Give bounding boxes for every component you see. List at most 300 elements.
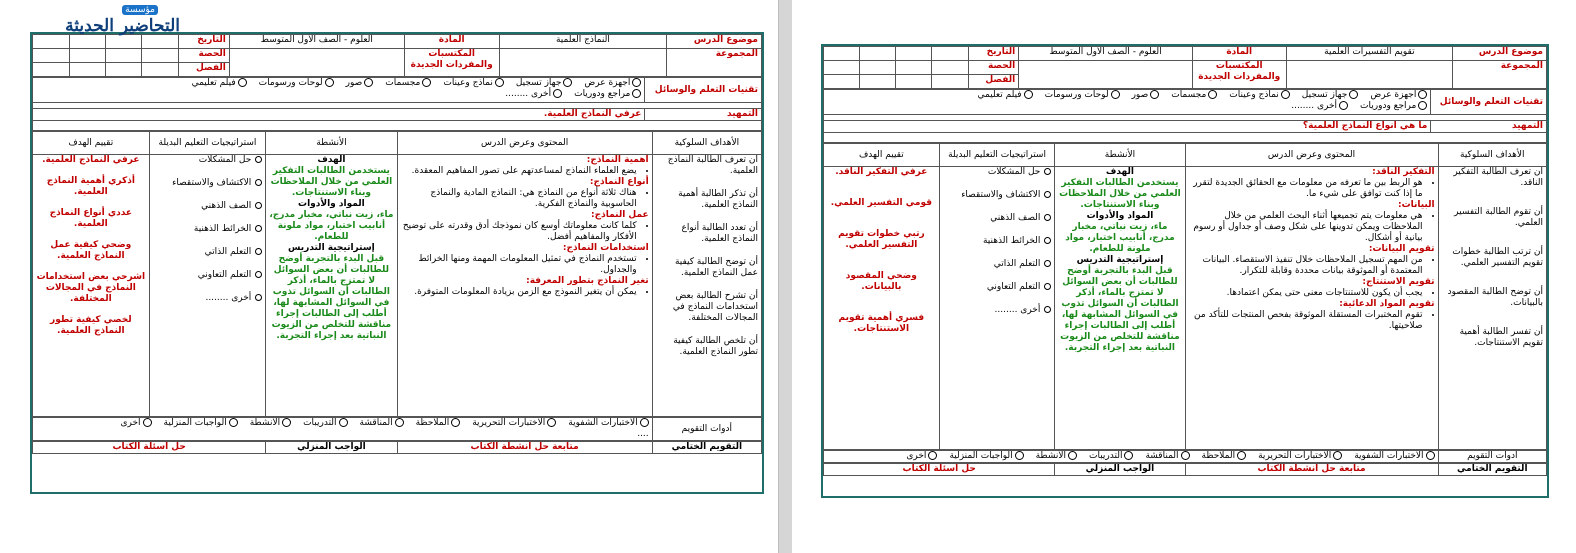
tech-options — [33, 78, 645, 103]
tech-options-row2 — [827, 101, 1427, 112]
group-label: المجموعة — [667, 49, 762, 77]
objective-item: أن تلخص الطالبة كيفية تطور النماذج العلمية. — [673, 336, 758, 357]
strategy-label: التعلم التعاوني — [986, 282, 1041, 292]
content-heading: تغير النماذج بتطور المعرفة: — [526, 276, 649, 286]
evaluation-cell — [824, 167, 940, 450]
evaluation-item: وضحي المقصود بالبيانات. — [845, 271, 917, 292]
strategy-option[interactable] — [943, 305, 1052, 316]
homework-value: حل أسئلة الكتاب — [33, 442, 266, 454]
document-page-right — [792, 0, 1576, 553]
radio-circle-icon[interactable] — [553, 89, 562, 98]
closing-table — [32, 441, 762, 454]
tools-option-label: المناقشة — [1145, 451, 1179, 461]
strategies-cell — [149, 155, 266, 417]
tools-option[interactable] — [250, 418, 291, 428]
tech-option-label: لوحات ورسومات — [258, 78, 323, 88]
tools-label: أدوات التقويم — [1438, 451, 1546, 463]
strategy-option[interactable] — [943, 167, 1052, 178]
radio-circle-icon[interactable] — [632, 78, 641, 87]
closing-table — [823, 463, 1547, 476]
tools-option-label: أخرى — [906, 451, 927, 461]
strategy-option[interactable] — [153, 270, 263, 281]
col-strategies-header: استراتيجيات التعليم البديلة — [939, 144, 1055, 167]
activities-cell — [266, 155, 397, 417]
lesson-plan-form-2 — [821, 44, 1549, 498]
activity-strategy-heading: إستراتيجية التدريس — [1076, 255, 1164, 265]
tools-option[interactable] — [568, 418, 648, 428]
homework-label: الواجب المنزلي — [266, 442, 397, 454]
strategy-option[interactable] — [153, 201, 263, 212]
tech-option[interactable] — [1370, 90, 1427, 100]
radio-circle-icon[interactable] — [1111, 90, 1120, 99]
radio-circle-icon[interactable] — [339, 418, 348, 427]
content-heading: أهمية النماذج: — [586, 155, 649, 165]
strategy-option[interactable] — [153, 155, 263, 166]
strategy-label: أخرى ........ — [994, 305, 1041, 315]
tech-option-label: أخرى ........ — [1291, 101, 1338, 111]
evaluation-item: وضحي كيفية عمل النماذج العلمية. — [50, 240, 132, 261]
content-list — [1189, 255, 1435, 277]
strategy-option[interactable] — [153, 178, 263, 189]
tech-option-label: نماذج وعينات — [1229, 90, 1279, 100]
strategy-label: الخرائط الذهنية — [193, 224, 252, 234]
bullet-circle-icon[interactable] — [1044, 237, 1051, 244]
lesson-label: موضوع الدرس — [667, 35, 762, 49]
final-value: متابعة حل أنشطة الكتاب — [397, 442, 652, 454]
final-label: التقويم الختامي — [1438, 464, 1546, 476]
radio-circle-icon[interactable] — [1281, 90, 1290, 99]
activity-strategy-heading: إستراتيجية التدريس — [288, 243, 375, 253]
activity-goal-heading: الهدف — [1105, 167, 1134, 177]
tech-option[interactable] — [346, 78, 374, 88]
content-item: • تستخدم النماذج في تمثيل المعلومات المهمة ومنها الخرائط والجداول. — [401, 254, 637, 276]
activity-materials: ماء، زيت نباتي، مخبار مدرج، أنابيب اختبار، مواد ملونة للطعام. — [269, 210, 394, 242]
content-heading: تقويم المواد الدعائية: — [1339, 299, 1435, 309]
period-cell — [105, 49, 141, 63]
class-cell — [105, 63, 141, 77]
activity-goal: يستخدمن الطالبات التفكير العلمي من خلال الملاحظات وبناء الاستنتاجات. — [1059, 178, 1181, 210]
skills-label: المكتسبات والمفردات الجديدة — [404, 49, 499, 77]
radio-circle-icon[interactable] — [238, 78, 247, 87]
tech-label: تقنيات التعلم والوسائل — [645, 78, 762, 103]
footer-table — [823, 450, 1547, 463]
activity-strategy: قبل البدء بالتجربة أوضح للطالبات أن بعض السوائل لا تمتزج بالماء، أذكر الطالبات أن السوائل تذوب في السوائل المشابهة لها، أطلب إلى الطالبات إجراء مناقشة للتخلص من الزيوت النباتية بعد إجراء التجربة. — [1060, 266, 1180, 353]
bullet-circle-icon[interactable] — [1044, 260, 1051, 267]
tech-options — [824, 90, 1431, 115]
content-heading: استخدامات النماذج: — [562, 243, 649, 253]
intro-value: عرفي النماذج العلمية. — [33, 109, 645, 121]
evaluation-item: اشرحي بعض استخدامات النماذج في المجالات المختلفة. — [36, 272, 146, 304]
radio-circle-icon[interactable] — [1333, 451, 1342, 460]
tools-options — [824, 451, 1439, 463]
col-objectives-header: الأهداف السلوكية — [1438, 144, 1546, 167]
tech-option[interactable] — [978, 90, 1033, 100]
content-heading: أنواع النماذج: — [589, 177, 649, 187]
class-cell — [824, 75, 860, 89]
activity-materials: ماء، زيت نباتي، مخبار مدرج، أنابيب اختبار، مواد ملونة للطعام. — [1065, 222, 1175, 254]
content-list — [401, 166, 649, 177]
radio-circle-icon[interactable] — [1418, 90, 1427, 99]
radio-circle-icon[interactable] — [325, 78, 334, 87]
tech-option-label: جهاز تسجيل — [515, 78, 562, 88]
tools-options-row — [36, 418, 649, 429]
tools-option[interactable] — [1089, 451, 1133, 461]
tech-option[interactable] — [1229, 90, 1290, 100]
bullet-circle-icon[interactable] — [255, 202, 262, 209]
bullet-circle-icon[interactable] — [1044, 191, 1051, 198]
tech-options-row2 — [36, 89, 641, 100]
tools-option-label: الملاحظة — [1201, 451, 1236, 461]
tools-option[interactable] — [303, 418, 347, 428]
radio-circle-icon[interactable] — [928, 451, 937, 460]
activities-cell — [1055, 167, 1185, 450]
radio-circle-icon[interactable] — [640, 418, 649, 427]
strategy-label: الخرائط الذهنية — [982, 236, 1041, 246]
group-value — [499, 49, 667, 77]
tech-option-label: صور — [1131, 90, 1149, 100]
objective-item: أن تعرف الطالبة التفكير الناقد. — [1453, 167, 1543, 188]
bullet-circle-icon[interactable] — [1044, 168, 1051, 175]
col-evaluation-header: تقييم الهدف — [824, 144, 940, 167]
content-item: • هي معلومات يتم تجميعها أثناء البحث العلمي من خلال الملاحظات ويمكن تدوينها على شكل وصف أو جداول أو رسوم بيانية أو أشكال. — [1189, 211, 1423, 244]
tools-options — [33, 418, 653, 441]
lesson-value: تقويم التفسيرات العلمية — [1286, 47, 1452, 61]
col-evaluation-header: تقييم الهدف — [33, 132, 150, 155]
content-list — [401, 188, 649, 210]
tech-option-label: أجهزة عرض — [584, 78, 631, 88]
radio-circle-icon[interactable] — [364, 78, 373, 87]
final-value: متابعة حل أنشطة الكتاب — [1185, 464, 1438, 476]
content-list — [1189, 211, 1435, 244]
document-page-left — [0, 0, 778, 553]
tools-option[interactable] — [164, 418, 238, 428]
content-list — [401, 254, 649, 276]
radio-circle-icon[interactable] — [1208, 90, 1217, 99]
col-objectives-header: الأهداف السلوكية — [652, 132, 761, 155]
objective-item: أن ترتب الطالبة خطوات تقويم التفسير العلمي. — [1452, 247, 1543, 268]
radio-circle-icon[interactable] — [229, 418, 238, 427]
tools-option-label: التدريبات — [303, 418, 337, 428]
lesson-plan-form-1 — [30, 32, 764, 494]
evaluation-item: عددي أنواع النماذج العلمية. — [49, 208, 133, 229]
evaluation-item: لخصي كيفية تطور النماذج العلمية. — [50, 315, 132, 336]
skills-value — [1019, 61, 1193, 89]
homework-label: الواجب المنزلي — [1055, 464, 1185, 476]
tools-more: .... — [637, 429, 649, 439]
tools-option[interactable] — [360, 418, 404, 428]
strategy-label: الاكتشاف والاستقصاء — [172, 178, 252, 188]
tech-option-label: أخرى ........ — [505, 89, 552, 99]
radio-circle-icon[interactable] — [1150, 90, 1159, 99]
date-cell — [932, 47, 968, 61]
period-label: الحصة — [968, 61, 1019, 75]
content-item: • يضع العلماء النماذج لمساعدتهم على تصور المفاهيم المعقدة. — [401, 166, 637, 177]
radio-circle-icon[interactable] — [1024, 90, 1033, 99]
tools-option[interactable] — [1036, 451, 1077, 461]
tech-option-label: فيلم تعليمي — [977, 90, 1022, 100]
tools-option[interactable] — [949, 451, 1023, 461]
tools-option-label: الاختبارات التحريرية — [472, 418, 546, 428]
group-value — [1286, 61, 1452, 89]
tech-option[interactable] — [1132, 90, 1160, 100]
tools-option[interactable] — [120, 418, 151, 428]
period-label: الحصة — [178, 49, 229, 63]
radio-circle-icon[interactable] — [282, 418, 291, 427]
tools-label: أدوات التقويم — [652, 418, 761, 441]
radio-circle-icon[interactable] — [547, 418, 556, 427]
tech-option[interactable] — [1302, 90, 1359, 100]
tools-option-label: الواجبات المنزلية — [163, 418, 227, 428]
evaluation-item: عرفي النماذج العلمية. — [42, 155, 140, 165]
bullet-circle-icon[interactable] — [1044, 283, 1051, 290]
period-cell — [896, 61, 932, 75]
tech-option[interactable] — [1171, 90, 1217, 100]
content-item: • يجب أن يكون للاستنتاجات معنى حتى يمكن اعتمادها. — [1189, 288, 1423, 299]
tools-option[interactable] — [906, 451, 937, 461]
period-cell — [33, 49, 70, 63]
period-cell — [932, 61, 968, 75]
class-label: الفصل — [178, 63, 229, 77]
period-cell — [824, 61, 860, 75]
homework-value: حل أسئلة الكتاب — [824, 464, 1055, 476]
col-activities-header: الأنشطة — [1055, 144, 1185, 167]
strategy-option[interactable] — [943, 236, 1052, 247]
date-label: التاريخ — [178, 35, 229, 49]
radio-circle-icon[interactable] — [1418, 101, 1427, 110]
tech-options-row1 — [827, 90, 1427, 101]
bullet-circle-icon[interactable] — [1044, 214, 1051, 221]
strategies-cell — [939, 167, 1055, 450]
tech-option[interactable] — [192, 78, 247, 88]
tech-options-row1 — [36, 78, 641, 89]
radio-circle-icon[interactable] — [1181, 451, 1190, 460]
tech-option[interactable] — [385, 78, 431, 88]
content-heading: تقويم البيانات: — [1368, 244, 1435, 254]
brand-logo-sub: مؤسسة — [122, 5, 158, 15]
strategy-option[interactable] — [943, 282, 1052, 293]
strategy-label: التعلم الذاتي — [993, 259, 1041, 269]
activity-materials-heading: المواد والأدوات — [298, 199, 365, 209]
evaluation-item: أذكري أهمية النماذج العلمية. — [46, 176, 135, 197]
radio-circle-icon[interactable] — [1349, 90, 1358, 99]
activity-goal-heading: الهدف — [317, 155, 346, 165]
radio-circle-icon[interactable] — [563, 78, 572, 87]
strategy-label: حل المشكلات — [198, 155, 252, 165]
objectives-cell — [652, 155, 761, 417]
tools-option-label: الأنشطة — [249, 418, 281, 428]
col-content-header: المحتوى وعرض الدرس — [397, 132, 652, 155]
brand-logo-text: التحاضير الحديثة — [65, 16, 180, 36]
tech-option-label: مجسمات — [385, 78, 421, 88]
tools-option-label: أخرى — [120, 418, 141, 428]
tech-option[interactable] — [443, 78, 504, 88]
tech-option-label: صور — [345, 78, 363, 88]
objective-item: أن تذكر الطالبة أهمية النماذج العلمية. — [678, 189, 758, 210]
tech-option[interactable] — [1360, 101, 1427, 111]
radio-circle-icon[interactable] — [143, 418, 152, 427]
strategy-label: أخرى ........ — [205, 293, 252, 303]
tech-option-label: جهاز تسجيل — [1301, 90, 1348, 100]
tools-option[interactable] — [472, 418, 556, 428]
subject-value: العلوم - الصف الأول المتوسط — [229, 35, 404, 49]
radio-circle-icon[interactable] — [451, 418, 460, 427]
radio-circle-icon[interactable] — [1237, 451, 1246, 460]
bullet-circle-icon[interactable] — [255, 271, 262, 278]
class-cell — [142, 63, 178, 77]
col-content-header: المحتوى وعرض الدرس — [1185, 144, 1438, 167]
tech-option[interactable] — [1291, 101, 1348, 111]
final-label: التقويم الختامي — [652, 442, 761, 454]
bullet-circle-icon[interactable] — [255, 156, 262, 163]
strategy-label: التعلم الذاتي — [204, 247, 252, 257]
strategy-label: التعلم التعاوني — [197, 270, 252, 280]
content-cell — [397, 155, 652, 417]
strategy-label: الاكتشاف والاستقصاء — [961, 190, 1041, 200]
content-item: • تقوم المختبرات المستقلة الموثوقة بفحص المنتجات للتأكد من صلاحيتها. — [1189, 310, 1423, 332]
tech-option-label: فيلم تعليمي — [191, 78, 236, 88]
period-cell — [860, 61, 896, 75]
content-item: • هو الربط بين ما تعرفه من معلومات مع الحقائق الجديدة لتقرر ما إذا كنت توافق على شيء ما. — [1189, 178, 1423, 200]
tech-table — [32, 77, 762, 131]
tech-option-label: مجسمات — [1171, 90, 1207, 100]
tech-option[interactable] — [259, 78, 334, 88]
tools-options-row — [827, 451, 1435, 462]
content-list — [1189, 288, 1435, 299]
strategy-label: الصف الذهني — [990, 213, 1041, 223]
strategy-label: الصف الذهني — [201, 201, 252, 211]
radio-circle-icon[interactable] — [495, 78, 504, 87]
content-heading: عمل النماذج: — [591, 210, 649, 220]
objective-item: أن توضح الطالبة كيفية عمل النماذج العلمية. — [674, 257, 758, 278]
period-cell — [69, 49, 105, 63]
tech-option-label: أجهزة عرض — [1370, 90, 1417, 100]
radio-circle-icon[interactable] — [1339, 101, 1348, 110]
bullet-circle-icon[interactable] — [255, 294, 262, 301]
date-cell — [896, 47, 932, 61]
content-heading: تقويم الاستنتاج: — [1362, 277, 1435, 287]
intro-label: التمهيد — [1431, 121, 1547, 133]
tech-option[interactable] — [574, 89, 641, 99]
bullet-circle-icon[interactable] — [255, 225, 262, 232]
main-table — [32, 131, 762, 417]
tech-option[interactable] — [505, 89, 562, 99]
radio-circle-icon[interactable] — [1068, 451, 1077, 460]
date-label: التاريخ — [968, 47, 1019, 61]
objective-item: أن تعرف الطالبة النماذج العلمية. — [667, 155, 758, 176]
bullet-circle-icon[interactable] — [255, 248, 262, 255]
tools-option-label: الواجبات المنزلية — [949, 451, 1013, 461]
brand-logo — [2, 4, 180, 40]
strategy-option[interactable] — [153, 224, 263, 235]
content-list — [1189, 310, 1435, 332]
tools-option-label: الأنشطة — [1035, 451, 1066, 461]
tools-option[interactable] — [1145, 451, 1189, 461]
tech-option-label: مراجع ودوريات — [574, 89, 631, 99]
subject-label: المادة — [404, 35, 499, 49]
evaluation-item: قومي التفسير العلمي. — [830, 198, 932, 208]
strategy-option[interactable] — [153, 247, 263, 258]
strategy-option[interactable] — [943, 259, 1052, 270]
strategy-option[interactable] — [943, 190, 1052, 201]
bullet-circle-icon[interactable] — [255, 179, 262, 186]
objective-item: أن تقوم الطالبة التفسير العلمي. — [1454, 207, 1543, 228]
radio-circle-icon[interactable] — [632, 89, 641, 98]
objectives-cell — [1438, 167, 1546, 450]
evaluation-cell — [33, 155, 150, 417]
footer-table — [32, 417, 762, 441]
evaluation-item: فسري أهمية تقويم الاستنتاجات. — [838, 313, 925, 334]
tech-option[interactable] — [516, 78, 573, 88]
tools-option-label: المناقشة — [359, 418, 393, 428]
evaluation-item: عرفي التفكير الناقد. — [835, 167, 928, 177]
objective-item: أن تفسر الطالبة أهمية تقويم الاستنتاجات. — [1459, 327, 1543, 348]
date-cell — [824, 47, 860, 61]
date-cell — [860, 47, 896, 61]
col-strategies-header: استراتيجيات التعليم البديلة — [149, 132, 266, 155]
main-table — [823, 143, 1547, 450]
tools-option[interactable] — [1202, 451, 1247, 461]
tools-option-label: الاختبارات التحريرية — [1258, 451, 1332, 461]
tools-option[interactable] — [1258, 451, 1342, 461]
skills-label: المكتسبات والمفردات الجديدة — [1192, 61, 1286, 89]
tools-option-label: الاختبارات الشفوية — [1354, 451, 1424, 461]
tech-option[interactable] — [584, 78, 641, 88]
content-heading: البيانات: — [1397, 200, 1435, 210]
tech-option-label: لوحات ورسومات — [1044, 90, 1109, 100]
lesson-value: النماذج العلمية — [499, 35, 667, 49]
skills-value — [229, 49, 404, 77]
tech-option[interactable] — [1045, 90, 1120, 100]
subject-label: المادة — [1192, 47, 1286, 61]
tools-option[interactable] — [416, 418, 461, 428]
tools-option-label: التدريبات — [1088, 451, 1123, 461]
content-item: • كلما كانت معلوماتك أوسع كان نموذجك أدق وقدرته على توضيح الأفكار والمفاهيم أفضل. — [401, 221, 637, 243]
content-heading: التفكير الناقد: — [1372, 167, 1435, 177]
class-cell — [932, 75, 968, 89]
radio-circle-icon[interactable] — [1426, 451, 1435, 460]
tools-option[interactable] — [1354, 451, 1434, 461]
radio-circle-icon[interactable] — [395, 418, 404, 427]
intro-label: التمهيد — [645, 109, 762, 121]
strategy-option[interactable] — [153, 293, 263, 304]
spacer-row — [824, 133, 1547, 143]
bullet-circle-icon[interactable] — [1044, 306, 1051, 313]
evaluation-item: رتبي خطوات تقويم التفسير العلمي. — [838, 229, 925, 250]
strategy-option[interactable] — [943, 213, 1052, 224]
content-item: • يمكن أن يتغير النموذج مع الزمن بزيادة المعلومات المتوفرة. — [401, 287, 637, 298]
objective-item: أن تشرح الطالبة بعض استخدامات النماذج في المجالات المختلفة. — [672, 291, 758, 323]
activity-goal: يستخدمن الطالبات التفكير العلمي من خلال الملاحظات وبناء الاستنتاجات. — [270, 166, 393, 198]
class-cell — [33, 63, 70, 77]
col-activities-header: الأنشطة — [266, 132, 397, 155]
objective-item: أن توضح الطالبة المقصود بالبيانات. — [1447, 287, 1543, 308]
tech-table — [823, 89, 1547, 143]
activity-materials-heading: المواد والأدوات — [1086, 211, 1154, 221]
radio-circle-icon[interactable] — [422, 78, 431, 87]
content-list — [401, 287, 649, 298]
radio-circle-icon[interactable] — [1124, 451, 1133, 460]
group-label: المجموعة — [1453, 61, 1547, 89]
subject-value: العلوم - الصف الأول المتوسط — [1019, 47, 1193, 61]
tools-option-label: الملاحظة — [415, 418, 450, 428]
tech-label: تقنيات التعلم والوسائل — [1431, 90, 1547, 115]
radio-circle-icon[interactable] — [1015, 451, 1024, 460]
content-item: • من المهم تسجيل الملاحظات خلال تنفيذ الاستقصاء. البيانات المعتمدة أو الموثوقة بيانات محددة وقابلة للتكرار. — [1189, 255, 1423, 277]
period-cell — [142, 49, 178, 63]
content-cell — [1185, 167, 1438, 450]
strategy-label: حل المشكلات — [987, 167, 1041, 177]
header-table — [823, 46, 1547, 89]
